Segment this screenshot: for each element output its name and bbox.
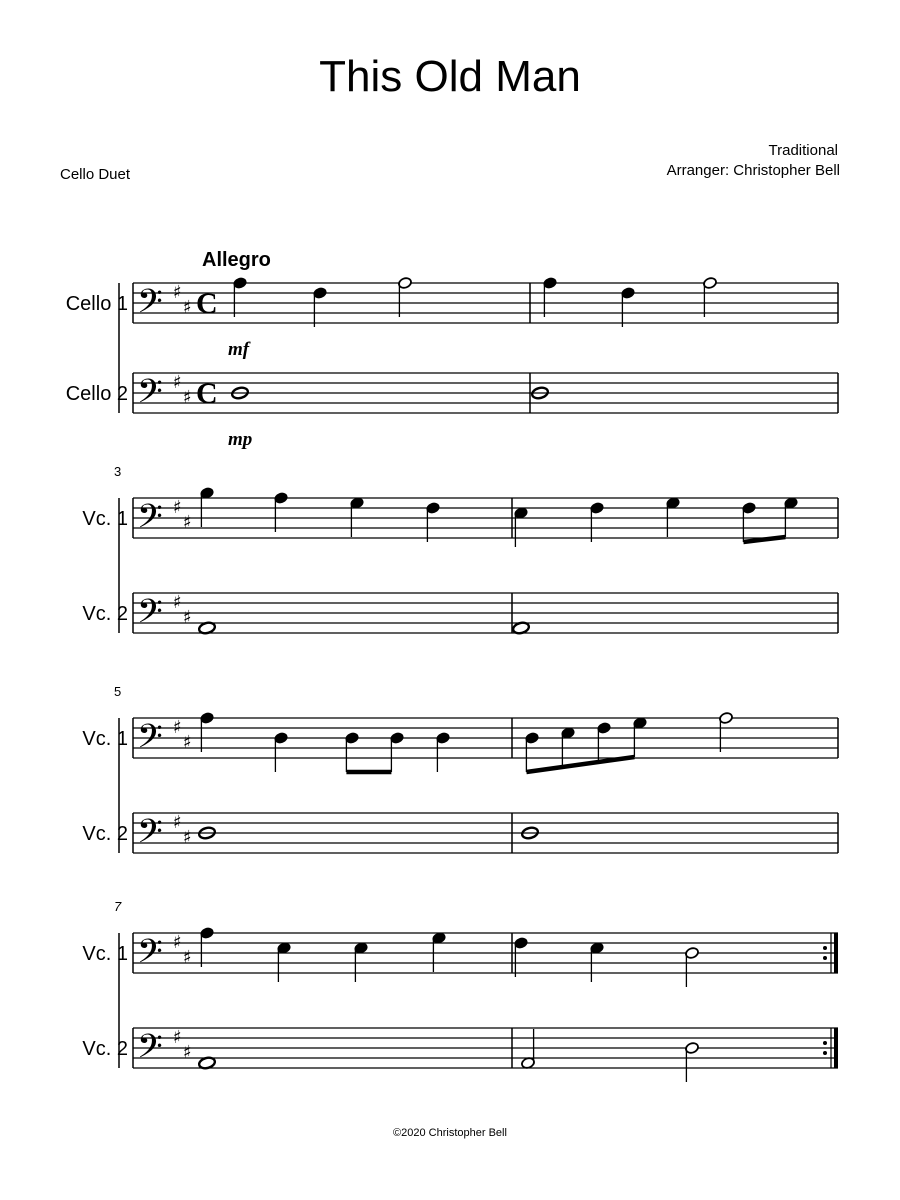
- key-sharp-c-icon: ♯: [183, 947, 192, 968]
- part-label-cello-2: Vc. 2: [82, 1038, 128, 1060]
- cello-1-repeat-dot: [823, 956, 827, 960]
- measure-number: 7: [114, 899, 122, 914]
- bass-clef-icon: 𝄢: [137, 933, 163, 979]
- measure-number: 3: [114, 464, 122, 479]
- cello-1-beam: [526, 757, 634, 772]
- key-sharp-c-icon: ♯: [183, 607, 192, 628]
- bass-clef-icon: 𝄢: [137, 498, 163, 544]
- key-sharp-c-icon: ♯: [183, 512, 192, 533]
- bass-clef-icon: 𝄢: [137, 593, 163, 639]
- cello-1-repeat-thick-barline: [834, 933, 838, 973]
- part-label-cello-1: Vc. 1: [82, 508, 128, 530]
- cello-2-repeat-dot: [823, 1041, 827, 1045]
- key-sharp-c-icon: ♯: [183, 827, 192, 848]
- key-sharp-f-icon: ♯: [173, 372, 182, 393]
- part-label-cello-1: Vc. 1: [82, 728, 128, 750]
- key-sharp-c-icon: ♯: [183, 297, 192, 318]
- dynamic-cello-1: mf: [228, 339, 250, 360]
- dynamic-cello-2: mp: [228, 429, 253, 450]
- key-sharp-c-icon: ♯: [183, 732, 192, 753]
- key-sharp-f-icon: ♯: [173, 717, 182, 738]
- key-sharp-c-icon: ♯: [183, 387, 192, 408]
- measure-number: 5: [114, 684, 122, 699]
- tempo-marking: Allegro: [202, 249, 271, 271]
- common-time-icon: C: [196, 377, 218, 410]
- subtitle: Cello Duet: [60, 166, 131, 183]
- bass-clef-icon: 𝄢: [137, 813, 163, 859]
- cello-2-repeat-thick-barline: [834, 1028, 838, 1068]
- arranger: Arranger: Christopher Bell: [666, 162, 840, 179]
- key-sharp-f-icon: ♯: [173, 932, 182, 953]
- composer: Traditional: [768, 142, 838, 159]
- cello-1-repeat-dot: [823, 946, 827, 950]
- part-label-cello-2: Vc. 2: [82, 603, 128, 625]
- bass-clef-icon: 𝄢: [137, 283, 163, 329]
- bass-clef-icon: 𝄢: [137, 373, 163, 419]
- copyright-footer: ©2020 Christopher Bell: [393, 1127, 507, 1139]
- part-label-cello-2: Cello 2: [65, 383, 128, 405]
- key-sharp-c-icon: ♯: [183, 1042, 192, 1063]
- part-label-cello-1: Vc. 1: [82, 943, 128, 965]
- key-sharp-f-icon: ♯: [173, 497, 182, 518]
- key-sharp-f-icon: ♯: [173, 812, 182, 833]
- bass-clef-icon: 𝄢: [137, 718, 163, 764]
- page-title: This Old Man: [319, 52, 581, 101]
- part-label-cello-1: Cello 1: [65, 293, 128, 315]
- key-sharp-f-icon: ♯: [173, 282, 182, 303]
- key-sharp-f-icon: ♯: [173, 592, 182, 613]
- common-time-icon: C: [196, 287, 218, 320]
- bass-clef-icon: 𝄢: [137, 1028, 163, 1074]
- key-sharp-f-icon: ♯: [173, 1027, 182, 1048]
- cello-2-repeat-dot: [823, 1051, 827, 1055]
- part-label-cello-2: Vc. 2: [82, 823, 128, 845]
